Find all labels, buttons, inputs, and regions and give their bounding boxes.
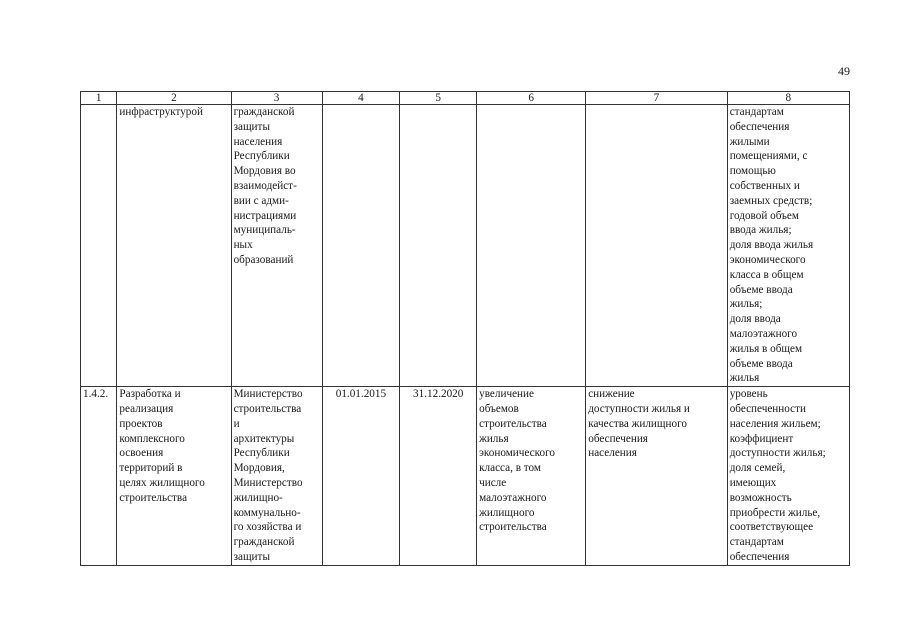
column-number: 3 bbox=[231, 92, 322, 105]
page-number: 49 bbox=[838, 64, 850, 78]
column-number: 6 bbox=[477, 92, 586, 105]
column-number: 4 bbox=[322, 92, 400, 105]
measure-name-cell: Разработка и реализация проектов комплексного освоения территорий в целях жилищного строительства bbox=[117, 387, 231, 566]
end-date-cell: 31.12.2020 bbox=[400, 387, 477, 566]
indicators-cell: уровень обеспеченности населения жильем; коэффициент доступности жилья; доля семей, имеющих возможность приобрести жилье, соответствующее стандартам обеспечения bbox=[727, 387, 849, 566]
column-number: 2 bbox=[117, 92, 231, 105]
direct-result-cell: увеличение объемов строительства жилья экономического класса, в том числе малоэтажного жилищного строительства bbox=[477, 387, 586, 566]
column-number: 7 bbox=[586, 92, 727, 105]
start-date-cell: 01.01.2015 bbox=[322, 387, 400, 566]
start-date-cell bbox=[322, 105, 400, 387]
measure-name-cell: инфраструктурой bbox=[117, 105, 231, 387]
measure-number-cell bbox=[81, 105, 117, 387]
column-number-row bbox=[81, 92, 850, 105]
column-number: 5 bbox=[400, 92, 477, 105]
column-number: 1 bbox=[81, 92, 117, 105]
indicators-cell: стандартам обеспечения жилыми помещениями, с помощью собственных и заемных средств; годовой объем ввода жилья; доля ввода жилья экономического класса в общем объеме ввода жилья; доля ввода малоэтажного жилья в общем объеме ввода жилья bbox=[727, 105, 849, 387]
final-result-cell bbox=[586, 105, 727, 387]
table-row bbox=[81, 105, 850, 387]
end-date-cell bbox=[400, 105, 477, 387]
executor-cell: Министерство строительства и архитектуры Республики Мордовия, Министерство жилищно- коммунально- го хозяйства и гражданской защиты bbox=[231, 387, 322, 566]
program-table bbox=[80, 91, 850, 566]
column-number: 8 bbox=[727, 92, 849, 105]
measure-number-cell: 1.4.2. bbox=[81, 387, 117, 566]
table-row bbox=[81, 387, 850, 566]
direct-result-cell bbox=[477, 105, 586, 387]
executor-cell: гражданской защиты населения Республики Мордовия во взаимодейст- вии с адми- нистрациями муниципаль- ных образований bbox=[231, 105, 322, 387]
final-result-cell: снижение доступности жилья и качества жилищного обеспечения населения bbox=[586, 387, 727, 566]
